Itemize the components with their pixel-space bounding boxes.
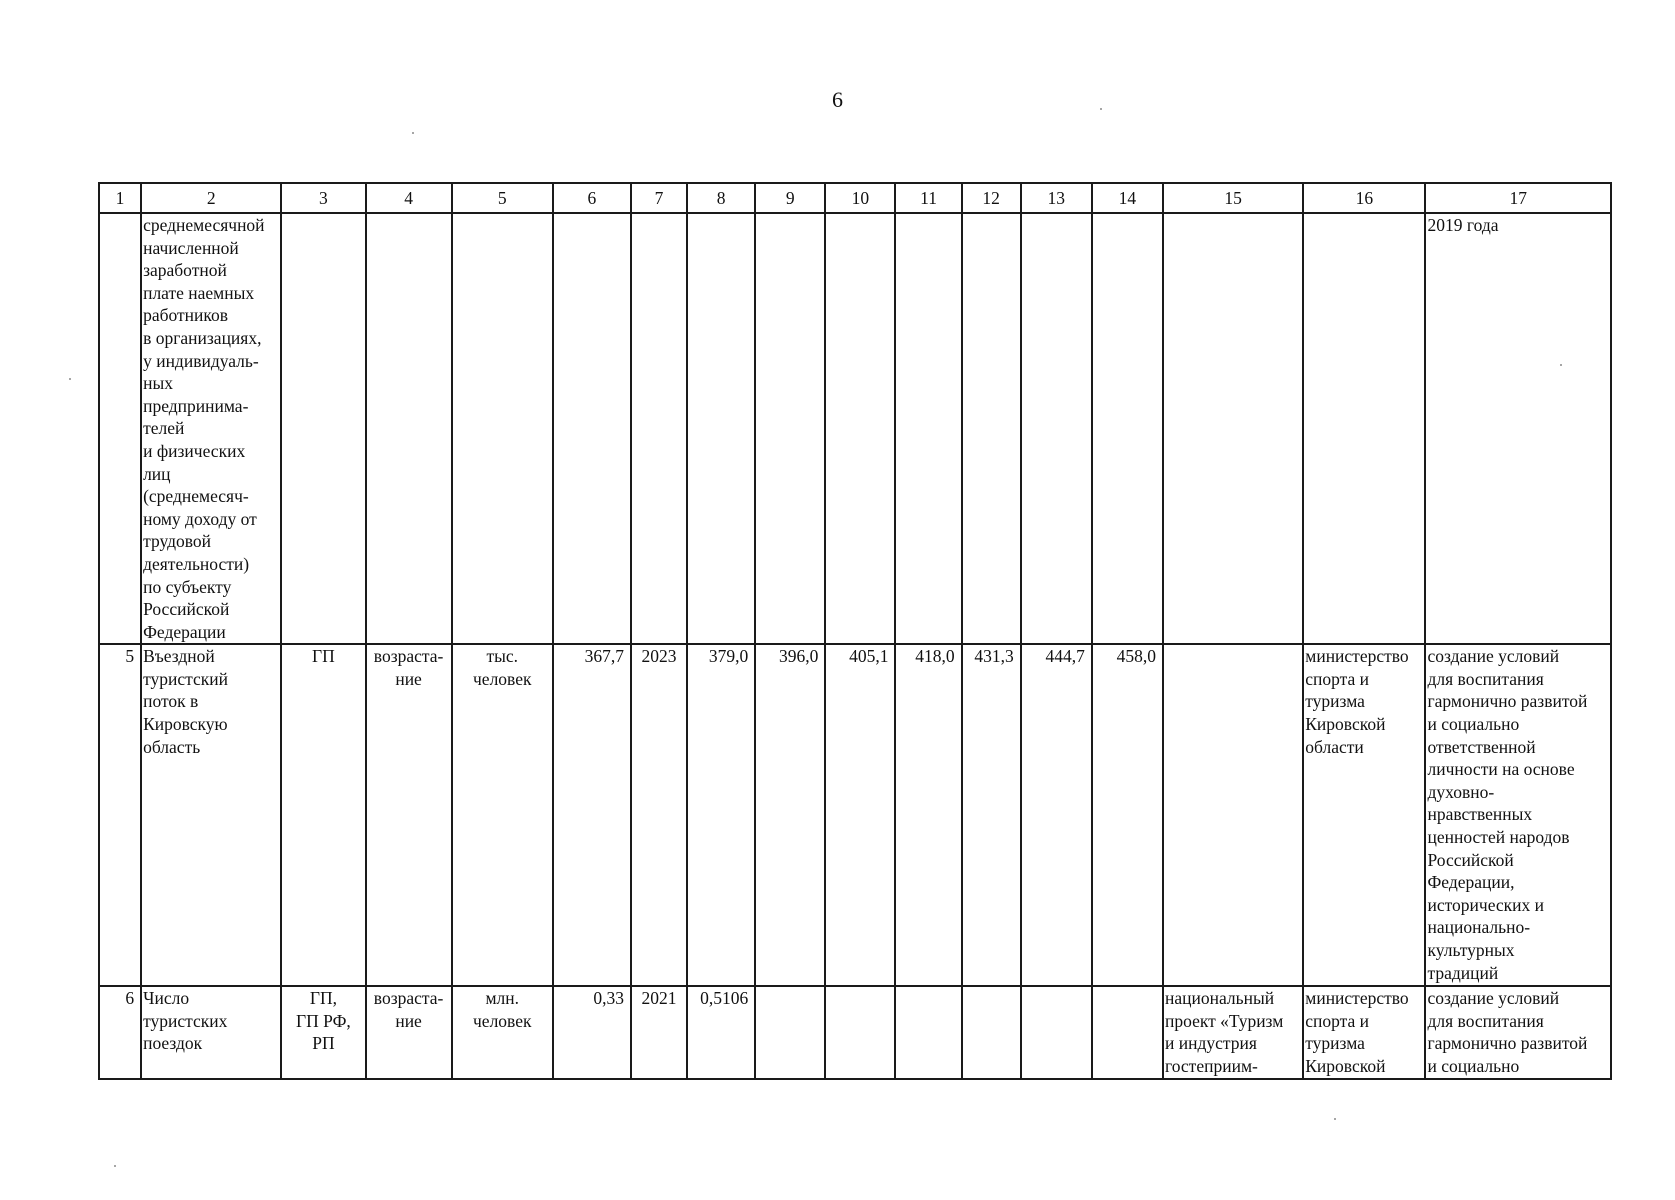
value-cell <box>1021 213 1092 644</box>
source-cell: ГП <box>281 644 365 986</box>
base-year-cell <box>631 213 687 644</box>
value-cell: 405,1 <box>825 644 895 986</box>
value-cell <box>895 986 961 1078</box>
value-cell <box>962 986 1021 1078</box>
column-header: 6 <box>553 183 631 213</box>
goal-cell: создание условий для воспитания гармонично развитой и социально <box>1425 986 1611 1078</box>
scan-speck <box>114 1165 116 1167</box>
value-cell: 379,0 <box>687 644 755 986</box>
value-cell: 0,5106 <box>687 986 755 1078</box>
base-year-cell: 2023 <box>631 644 687 986</box>
value-cell <box>755 986 825 1078</box>
column-header: 10 <box>825 183 895 213</box>
row-number-cell <box>99 213 141 644</box>
column-header: 7 <box>631 183 687 213</box>
column-header: 4 <box>366 183 452 213</box>
column-header: 3 <box>281 183 365 213</box>
scan-speck <box>69 378 71 380</box>
base-value-cell: 0,33 <box>553 986 631 1078</box>
document-cell: национальный проект «Туризм и индустрия гостеприим- <box>1163 986 1303 1078</box>
indicators-table <box>98 182 1612 1080</box>
value-cell <box>962 213 1021 644</box>
base-value-cell <box>553 213 631 644</box>
column-header: 16 <box>1303 183 1425 213</box>
value-cell: 418,0 <box>895 644 961 986</box>
value-cell: 444,7 <box>1021 644 1092 986</box>
value-cell <box>755 213 825 644</box>
value-cell <box>1092 986 1163 1078</box>
column-header: 14 <box>1092 183 1163 213</box>
column-header: 17 <box>1425 183 1611 213</box>
indicator-name-cell: среднемесячной начисленной заработной плате наемных работников в организациях, у индивидуаль- ных предпринима- телей и физических лиц (среднемесяч- ному доходу от трудовой деятельности) по субъекту Российской Федерации <box>141 213 281 644</box>
trend-cell: возраста- ние <box>366 986 452 1078</box>
value-cell: 458,0 <box>1092 644 1163 986</box>
unit-cell <box>452 213 553 644</box>
trend-cell: возраста- ние <box>366 644 452 986</box>
value-cell: 396,0 <box>755 644 825 986</box>
column-header: 9 <box>755 183 825 213</box>
unit-cell: тыс. человек <box>452 644 553 986</box>
indicator-name-cell: Въездной туристский поток в Кировскую область <box>141 644 281 986</box>
base-value-cell: 367,7 <box>553 644 631 986</box>
value-cell <box>825 986 895 1078</box>
table-row <box>99 644 1611 986</box>
value-cell <box>895 213 961 644</box>
document-cell <box>1163 644 1303 986</box>
page-number: 6 <box>832 87 843 112</box>
column-header: 13 <box>1021 183 1092 213</box>
scan-speck <box>1100 108 1102 110</box>
scan-speck <box>1334 1118 1336 1120</box>
responsible-cell <box>1303 213 1425 644</box>
column-header: 5 <box>452 183 553 213</box>
source-cell: ГП, ГП РФ, РП <box>281 986 365 1078</box>
column-header: 1 <box>99 183 141 213</box>
table-row <box>99 986 1611 1078</box>
column-header: 8 <box>687 183 755 213</box>
responsible-cell: министерство спорта и туризма Кировской <box>1303 986 1425 1078</box>
column-header: 15 <box>1163 183 1303 213</box>
goal-cell: 2019 года <box>1425 213 1611 644</box>
table-row <box>99 213 1611 644</box>
value-cell <box>1021 986 1092 1078</box>
column-number-row <box>99 183 1611 213</box>
document-cell <box>1163 213 1303 644</box>
column-header: 2 <box>141 183 281 213</box>
row-number-cell: 5 <box>99 644 141 986</box>
value-cell <box>1092 213 1163 644</box>
value-cell <box>825 213 895 644</box>
scan-speck <box>412 132 414 134</box>
responsible-cell: министерство спорта и туризма Кировской области <box>1303 644 1425 986</box>
column-header: 11 <box>895 183 961 213</box>
column-header: 12 <box>962 183 1021 213</box>
unit-cell: млн. человек <box>452 986 553 1078</box>
row-number-cell: 6 <box>99 986 141 1078</box>
goal-cell: создание условий для воспитания гармонично развитой и социально ответственной личности на основе духовно- нравственных ценностей народов Российской Федерации, исторических и национально- культурных традиций <box>1425 644 1611 986</box>
source-cell <box>281 213 365 644</box>
scan-speck <box>1560 364 1562 366</box>
indicator-name-cell: Число туристских поездок <box>141 986 281 1078</box>
value-cell: 431,3 <box>962 644 1021 986</box>
value-cell <box>687 213 755 644</box>
trend-cell <box>366 213 452 644</box>
base-year-cell: 2021 <box>631 986 687 1078</box>
